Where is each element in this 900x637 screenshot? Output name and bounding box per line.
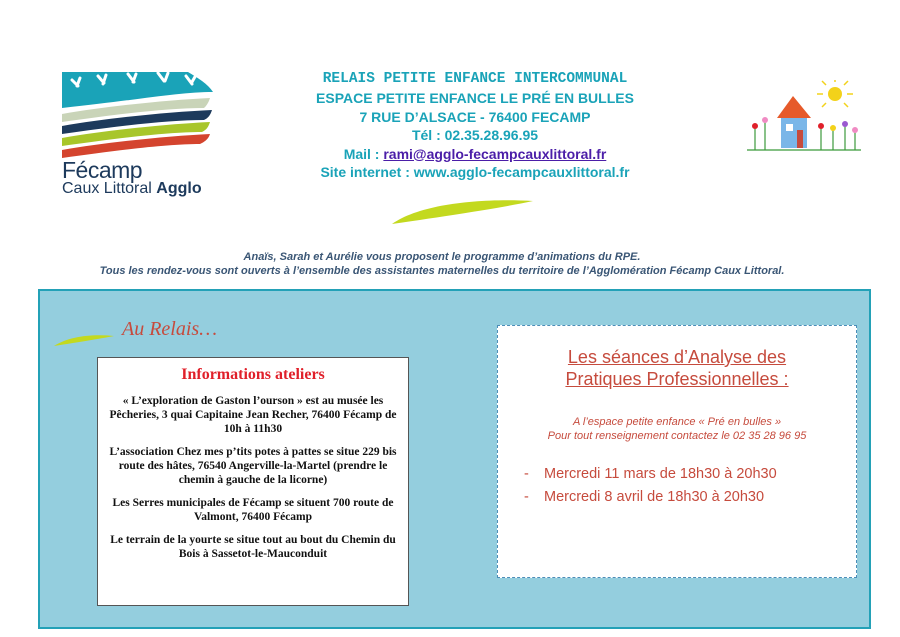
child-house-drawing <box>745 80 863 158</box>
seances-info <box>498 415 856 443</box>
header-espace: ESPACE PETITE ENFANCE LE PRÉ EN BULLES <box>316 90 634 106</box>
ateliers-paragraph: « L’exploration de Gaston l’ourson » est au musée les Pêcheries, 3 quai Capitaine Jean Recher, 76400 Fécamp de 10h à 11h30 <box>109 395 397 435</box>
site-link[interactable]: www.agglo-fecampcauxlittoral.fr <box>413 164 630 180</box>
seances-title-line-2: Pratiques Professionnelles : <box>565 369 789 389</box>
header-site <box>240 163 710 182</box>
logo-subtitle <box>62 180 202 198</box>
logo-name: Fécamp <box>62 157 143 183</box>
mail-link[interactable]: rami@agglo-fecampcauxlittoral.fr <box>383 145 607 162</box>
logo-sub-left: Caux Littoral <box>62 180 152 197</box>
site-label: Site internet : <box>320 164 414 180</box>
seances-date-item: - Mercredi 11 mars de 18h30 à 20h30 <box>524 466 777 482</box>
header-phone: Tél : 02.35.28.96.95 <box>411 127 539 143</box>
ateliers-title: Informations ateliers <box>181 366 325 383</box>
seances-date-text: Mercredi 8 avril de 18h30 à 20h30 <box>544 489 765 505</box>
mail-label: Mail : <box>343 145 384 162</box>
intro-line-2: Tous les rendez-vous sont ouverts à l’ensemble des assistantes maternelles du territoire de l’Agglomération Fécamp Caux Littoral. <box>99 265 785 277</box>
logo-waves-graphic <box>58 70 218 158</box>
intro-line-1: Anaïs, Sarah et Aurélie vous proposent le programme d’animations du RPE. <box>243 251 641 263</box>
seances-date-list <box>498 463 856 509</box>
intro-text <box>0 250 884 278</box>
seances-info-line-1: A l’espace petite enfance « Pré en bulles » <box>572 416 782 428</box>
ateliers-paragraph: Les Serres municipales de Fécamp se situent 700 route de Valmont, 76400 Fécamp <box>112 497 394 523</box>
header-address: 7 RUE D’ALSACE - 76400 FECAMP <box>359 108 591 125</box>
seances-date-text: Mercredi 11 mars de 18h30 à 20h30 <box>544 466 777 482</box>
seances-title <box>498 346 856 390</box>
header-mail <box>240 145 710 164</box>
seances-info-line-2: Pour tout renseignement contactez le 02 35 28 96 95 <box>547 430 807 442</box>
logo-sub-right: Agglo <box>156 180 202 197</box>
ateliers-paragraph: L’association Chez mes p’tits potes à pattes se situe 229 bis route des hâtes, 76540 Angerville-la-Martel (prendre le chemin à gauche de la licorne) <box>109 446 397 486</box>
seances-title-line-1: Les séances d’Analyse des <box>567 347 787 367</box>
header-title: RELAIS PETITE ENFANCE INTERCOMMUNAL <box>322 71 628 87</box>
green-swoosh-small <box>52 332 116 348</box>
ateliers-paragraph: Le terrain de la yourte se situe tout au bout du Chemin du Bois à Sassetot-le-Mauconduit <box>110 534 396 560</box>
header-contact-block <box>240 70 710 182</box>
seances-date-item: - Mercredi 8 avril de 18h30 à 20h30 <box>524 489 765 505</box>
seances-box <box>497 325 857 578</box>
au-relais-heading: Au Relais… <box>122 318 217 340</box>
green-swoosh-decoration <box>390 196 535 228</box>
fecamp-agglo-logo <box>58 70 218 205</box>
ateliers-info-box <box>97 357 409 606</box>
